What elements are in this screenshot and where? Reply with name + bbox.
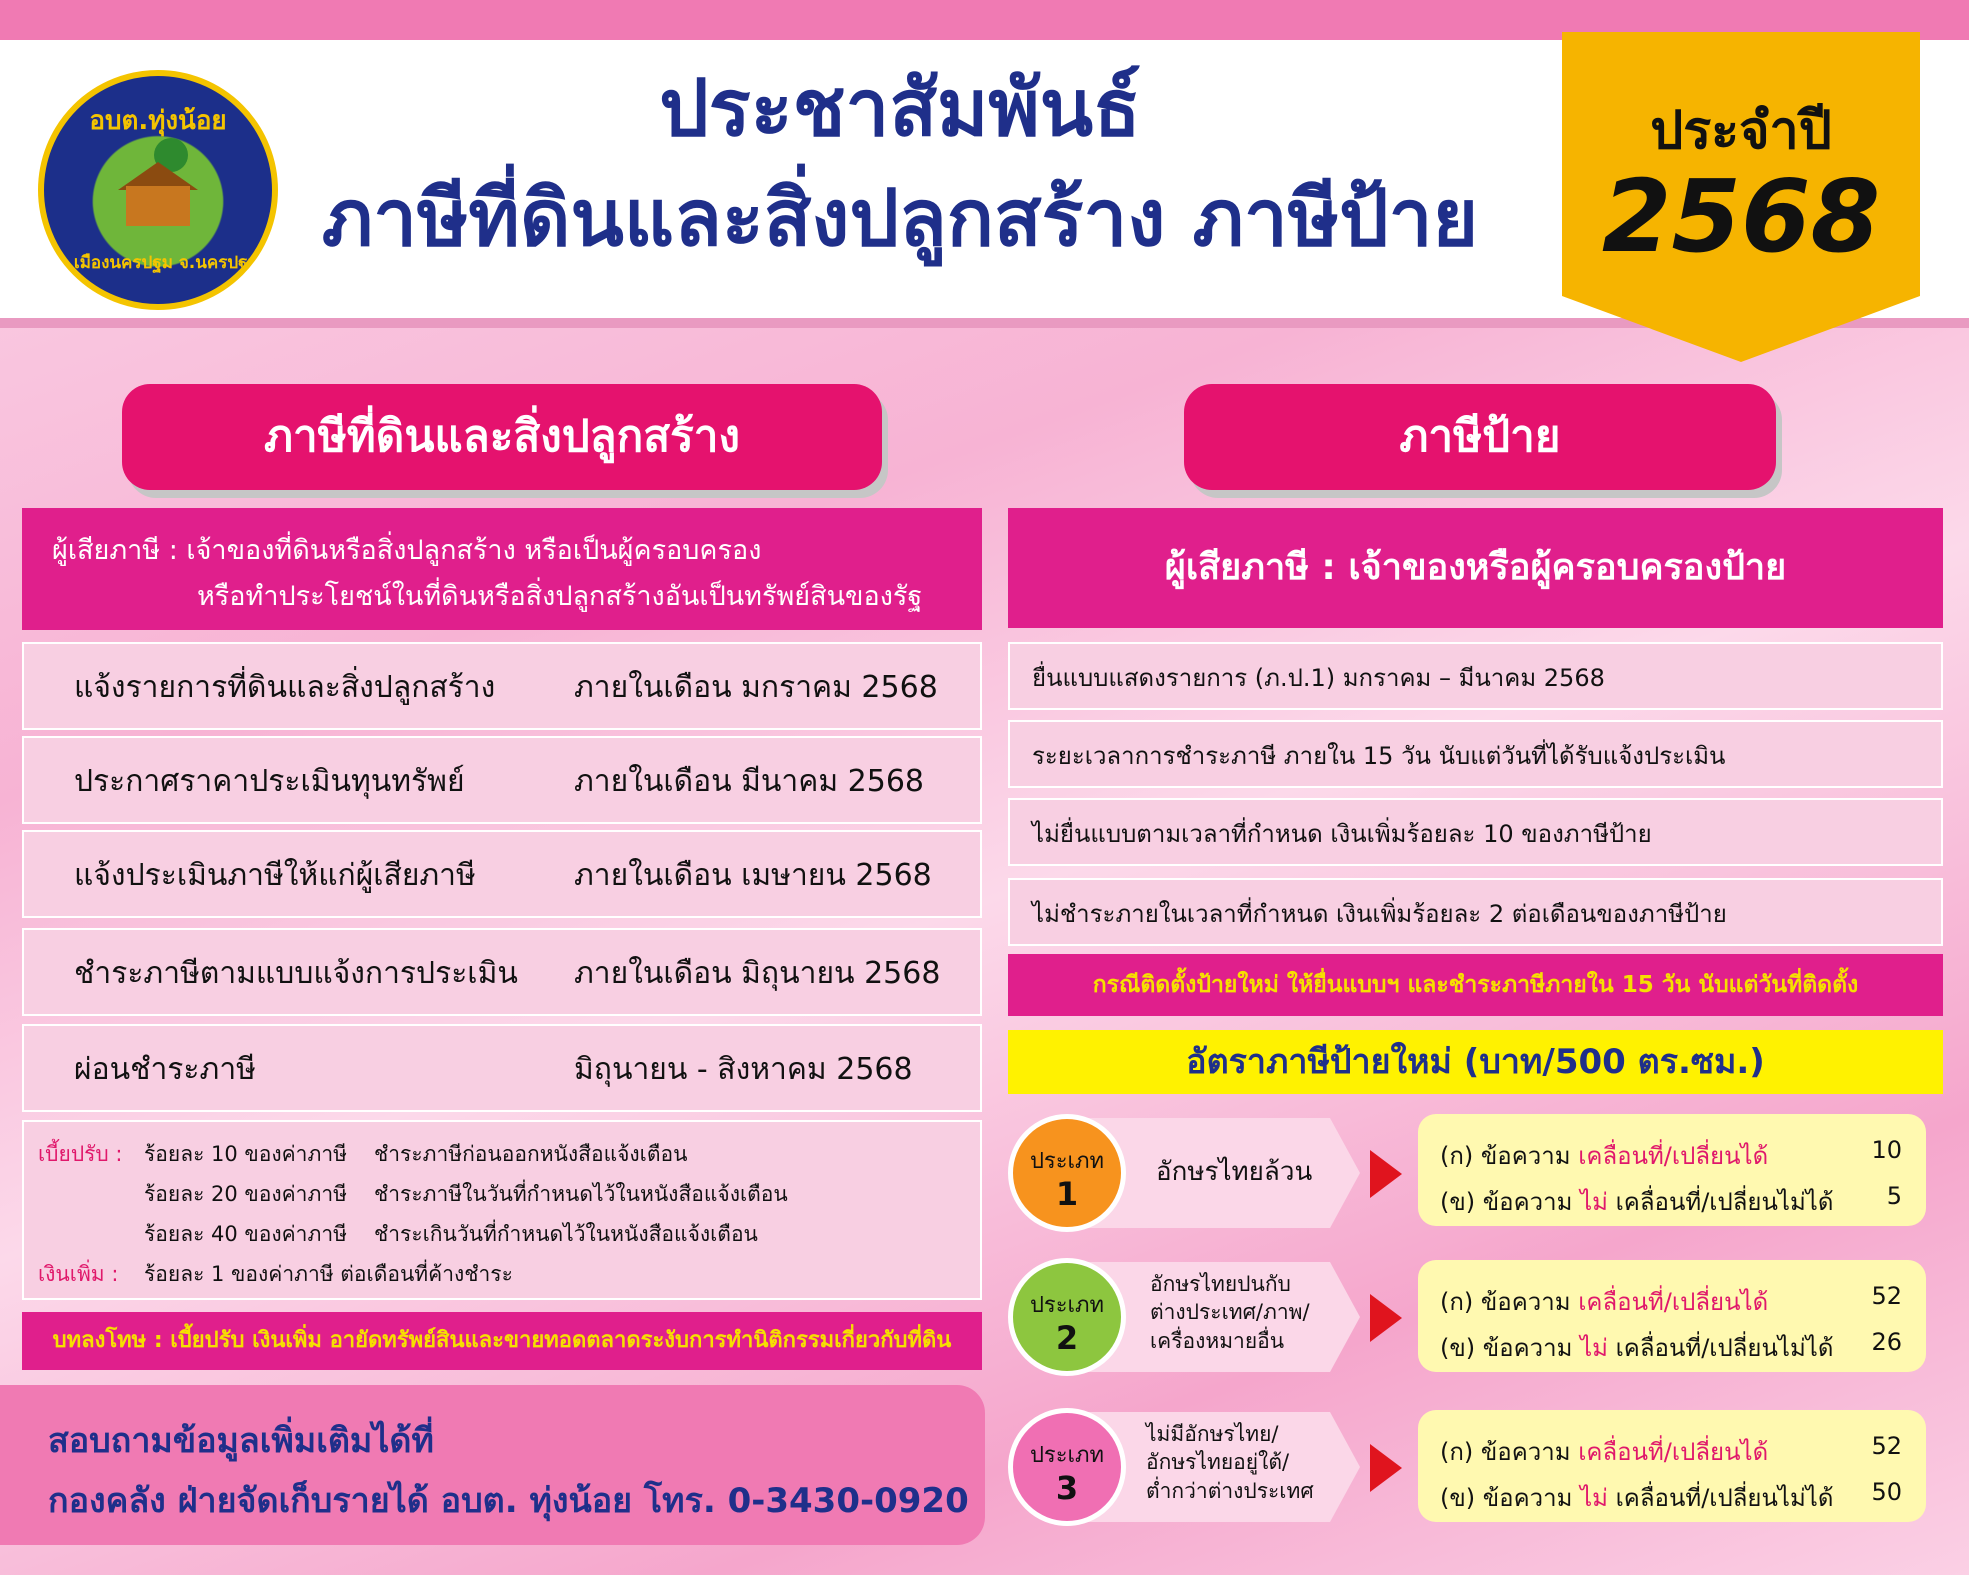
category-desc-line: ต่ำกว่าต่างประเทศ (1146, 1478, 1314, 1503)
rate-value: 50 (1871, 1478, 1902, 1506)
rate-line (1440, 1432, 1768, 1471)
organization-logo (38, 70, 278, 310)
rate-value: 5 (1886, 1182, 1902, 1210)
rate-highlight: เคลื่อนที่/เปลี่ยนได้ (1578, 1142, 1769, 1170)
page-title: ประชาสัมพันธ์ (659, 64, 1141, 154)
land-tax-heading: ภาษีที่ดินและสิ่งปลูกสร้าง (122, 384, 882, 490)
land-schedule-row (22, 642, 982, 730)
category-desc-line: ต่างประเทศ/ภาพ/ (1150, 1300, 1310, 1325)
rate-highlight: ไม่ (1580, 1188, 1608, 1216)
logo-text-top: อบต.ทุ่งน้อย (89, 106, 227, 136)
category-desc-line: อักษรไทยปนกับ (1150, 1272, 1291, 1296)
fine-rate: ร้อยละ 10 ของค่าภาษี (144, 1142, 347, 1166)
rate-line (1440, 1282, 1768, 1321)
rate-table-title: อัตราภาษีป้ายใหม่ (บาท/500 ตร.ซม.) (1008, 1030, 1943, 1094)
schedule-item: แจ้งประเมินภาษีให้แก่ผู้เสียภาษี (74, 858, 476, 893)
year-number: 2568 (1601, 158, 1881, 275)
schedule-when: ภายในเดือน มีนาคม 2568 (574, 764, 925, 799)
surcharge-label: เงินเพิ่ม : (38, 1262, 119, 1286)
new-sign-notice: กรณีติดตั้งป้ายใหม่ ให้ยื่นแบบฯ และชำระภาษีภายใน 15 วัน นับแต่วันที่ติดตั้ง (1008, 954, 1943, 1016)
land-schedule-row (22, 928, 982, 1016)
arrow-right-icon (1370, 1150, 1402, 1198)
sign-rule-row (1008, 878, 1943, 946)
logo-house-icon (126, 186, 190, 226)
rate-prefix: (ข) ข้อความ (1440, 1188, 1573, 1216)
sign-rule-text: ไม่ยื่นแบบตามเวลาที่กำหนด เงินเพิ่มร้อยละ 10 ของภาษีป้าย (1032, 820, 1652, 848)
fine-rate: ร้อยละ 40 ของค่าภาษี (144, 1222, 347, 1246)
sign-rule-text: ระยะเวลาการชำระภาษี ภายใน 15 วัน นับแต่วันที่ได้รับแจ้งประเมิน (1032, 742, 1726, 770)
schedule-item: ประกาศราคาประเมินทุนทรัพย์ (74, 764, 465, 799)
rate-line (1440, 1478, 1833, 1517)
schedule-item: ผ่อนชำระภาษี (74, 1052, 256, 1087)
rate-suffix: เคลื่อนที่/เปลี่ยนไม่ได้ (1615, 1334, 1834, 1362)
category-1-badge (1008, 1114, 1126, 1232)
rate-value: 52 (1871, 1432, 1902, 1460)
arrow-right-icon (1370, 1294, 1402, 1342)
contact-line2: กองคลัง ฝ่ายจัดเก็บรายได้ อบต. ทุ่งน้อย โทร. 0-3430-0920 (48, 1481, 969, 1521)
land-schedule-row (22, 736, 982, 824)
arrow-right-icon (1370, 1444, 1402, 1492)
rate-value: 26 (1871, 1328, 1902, 1356)
rate-highlight: เคลื่อนที่/เปลี่ยนได้ (1578, 1438, 1769, 1466)
schedule-when: มิถุนายน - สิงหาคม 2568 (574, 1052, 913, 1087)
rate-highlight: เคลื่อนที่/เปลี่ยนได้ (1578, 1288, 1769, 1316)
category-number: 2 (1055, 1319, 1079, 1357)
rate-prefix: (ก) ข้อความ (1440, 1438, 1571, 1466)
rate-prefix: (ก) ข้อความ (1440, 1142, 1571, 1170)
rate-value: 52 (1871, 1282, 1902, 1310)
sign-rule-text: ไม่ชำระภายในเวลาที่กำหนด เงินเพิ่มร้อยละ 2 ต่อเดือนของภาษีป้าย (1032, 900, 1727, 928)
rate-highlight: ไม่ (1580, 1334, 1608, 1362)
contact-line1: สอบถามข้อมูลเพิ่มเติมได้ที่ (48, 1421, 434, 1461)
category-1-rates (1418, 1114, 1926, 1226)
category-3-rates (1418, 1410, 1926, 1522)
category-label: ประเภท (1029, 1443, 1105, 1468)
sign-rule-text: ยื่นแบบแสดงรายการ (ภ.ป.1) มกราคม – มีนาคม 2568 (1032, 664, 1605, 692)
land-taxpayer-box (22, 508, 982, 630)
schedule-when: ภายในเดือน เมษายน 2568 (574, 858, 932, 893)
category-label: ประเภท (1029, 1149, 1105, 1174)
fine-desc: ชำระภาษีในวันที่กำหนดไว้ในหนังสือแจ้งเตือน (374, 1182, 788, 1206)
fine-rate: ร้อยละ 20 ของค่าภาษี (144, 1182, 347, 1206)
category-number: 3 (1055, 1469, 1079, 1507)
rate-value: 10 (1871, 1136, 1902, 1164)
category-3-badge (1008, 1408, 1126, 1526)
land-schedule-row (22, 1024, 982, 1112)
rate-prefix: (ข) ข้อความ (1440, 1334, 1573, 1362)
schedule-when: ภายในเดือน มิถุนายน 2568 (574, 956, 941, 991)
rate-prefix: (ข) ข้อความ (1440, 1484, 1573, 1512)
schedule-item: ชำระภาษีตามแบบแจ้งการประเมิน (74, 956, 518, 991)
sign-rule-row (1008, 798, 1943, 866)
year-label: ประจำปี (1650, 101, 1832, 161)
category-desc-line: อักษรไทยอยู่ใต้/ (1146, 1450, 1290, 1475)
rate-prefix: (ก) ข้อความ (1440, 1288, 1571, 1316)
rate-highlight: ไม่ (1580, 1484, 1608, 1512)
logo-text-bottom: อ.เมืองนครปฐม จ.นครปฐม (57, 253, 259, 273)
rate-line (1440, 1182, 1833, 1221)
rate-suffix: เคลื่อนที่/เปลี่ยนไม่ได้ (1615, 1484, 1834, 1512)
surcharge-text: ร้อยละ 1 ของค่าภาษี ต่อเดือนที่ค้างชำระ (144, 1262, 513, 1286)
rate-line (1440, 1136, 1768, 1175)
category-label: ประเภท (1029, 1293, 1105, 1318)
land-taxpayer-line1: ผู้เสียภาษี : เจ้าของที่ดินหรือสิ่งปลูกสร้าง หรือเป็นผู้ครอบครอง (52, 535, 762, 566)
category-desc: อักษรไทยล้วน (1156, 1157, 1313, 1187)
rate-suffix: เคลื่อนที่/เปลี่ยนไม่ได้ (1615, 1188, 1834, 1216)
schedule-when: ภายในเดือน มกราคม 2568 (574, 670, 938, 705)
contact-box (0, 1385, 985, 1545)
sign-rule-row (1008, 642, 1943, 710)
fine-desc: ชำระเกินวันที่กำหนดไว้ในหนังสือแจ้งเตือน (374, 1222, 758, 1246)
sign-taxpayer-box: ผู้เสียภาษี : เจ้าของหรือผู้ครอบครองป้าย (1008, 508, 1943, 628)
category-desc (1146, 1420, 1314, 1505)
category-2-badge (1008, 1258, 1126, 1376)
fine-desc: ชำระภาษีก่อนออกหนังสือแจ้งเตือน (374, 1142, 688, 1166)
category-desc-line: ไม่มีอักษรไทย/ (1146, 1422, 1279, 1446)
sign-rule-row (1008, 720, 1943, 788)
land-taxpayer-line2: หรือทำประโยชน์ในที่ดินหรือสิ่งปลูกสร้างอันเป็นทรัพย์สินของรัฐ (197, 581, 923, 612)
schedule-item: แจ้งรายการที่ดินและสิ่งปลูกสร้าง (74, 670, 496, 705)
category-desc (1150, 1270, 1310, 1355)
fine-label: เบี้ยปรับ : (38, 1142, 123, 1166)
page-subtitle: ภาษีที่ดินและสิ่งปลูกสร้าง ภาษีป้าย (321, 174, 1479, 264)
fines-box (22, 1120, 982, 1300)
land-schedule-row (22, 830, 982, 918)
penalty-banner: บทลงโทษ : เบี้ยปรับ เงินเพิ่ม อายัดทรัพย์สินและขายทอดตลาดระงับการทำนิติกรรมเกี่ยวกับที่ดิน (22, 1312, 982, 1370)
sign-tax-heading: ภาษีป้าย (1184, 384, 1776, 490)
category-number: 1 (1055, 1175, 1079, 1213)
rate-line (1440, 1328, 1833, 1367)
category-desc-line: เครื่องหมายอื่น (1150, 1328, 1285, 1353)
category-2-rates (1418, 1260, 1926, 1372)
